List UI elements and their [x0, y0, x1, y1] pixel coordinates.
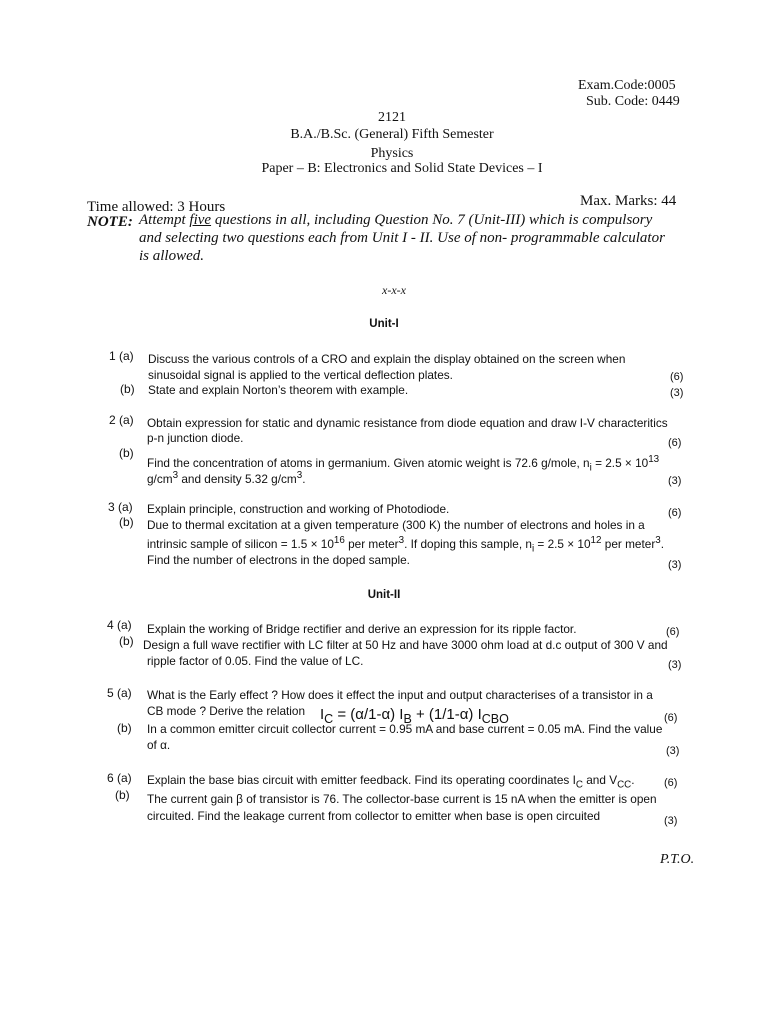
question-text: Find the number of electrons in the doped sample.	[147, 553, 410, 567]
text-fragment: per meter	[344, 536, 399, 551]
question-text: p-n junction diode.	[147, 431, 244, 445]
subscript: B	[403, 712, 412, 726]
text-fragment: and density 5.32 g/cm	[178, 471, 297, 486]
paper-code: 2121	[378, 110, 406, 125]
subscript: C	[575, 779, 583, 791]
note-line-2: and selecting two questions each from Unit I - II. Use of non- programmable calculator	[139, 230, 665, 246]
question-number: 4 (a)	[107, 618, 132, 632]
superscript: 3	[398, 535, 405, 546]
question-text: Design a full wave rectifier with LC filter at 50 Hz and have 3000 ohm load at d.c output of 300 V and	[143, 638, 668, 652]
unit-1-heading: Unit-I	[369, 318, 399, 330]
question-text: Explain principle, construction and working of Photodiode.	[147, 502, 450, 516]
text-fragment: + (1/1-α) I	[411, 706, 482, 723]
unit-2-heading: Unit-II	[367, 589, 401, 601]
question-text: CB mode ? Derive the relation	[147, 704, 306, 718]
question-number: (b)	[115, 788, 130, 802]
question-text: circuited. Find the leakage current from collector to emitter when base is open circuited	[147, 809, 601, 823]
question-number: (b)	[117, 721, 132, 735]
question-marks: (3)	[668, 559, 682, 571]
note-text: Attempt	[139, 212, 190, 228]
exam-code: Exam.Code:0005	[578, 78, 676, 93]
text-fragment: I	[320, 706, 325, 723]
superscript: 13	[648, 454, 660, 465]
question-text: Due to thermal excitation at a given temperature (300 K) the number of electrons and holes in a	[147, 518, 645, 532]
question-text: In a common emitter circuit collector current = 0.95 mA and base current = 0.05 mA. Find the value	[147, 722, 663, 736]
subscript: i	[531, 543, 535, 555]
question-number: (b)	[120, 382, 135, 396]
question-marks: (6)	[666, 626, 680, 638]
page-turn-note: P.T.O.	[660, 852, 695, 867]
text-fragment: g/cm	[147, 471, 173, 486]
question-text	[147, 535, 664, 554]
subject-title: Physics	[370, 146, 414, 161]
text-fragment: = 2.5 × 10	[534, 536, 591, 551]
text-fragment: .	[302, 471, 306, 486]
question-text: State and explain Norton’s theorem with example.	[148, 383, 409, 397]
note-line-1	[139, 212, 652, 229]
question-text: sinusoidal signal is applied to the vertical deflection plates.	[148, 368, 453, 382]
text-fragment: = (α/1-α) I	[333, 706, 404, 723]
text-fragment: and V	[582, 773, 618, 787]
note-text: questions in all, including Question No. 7 (Unit-III) which is compulsory	[211, 212, 653, 228]
question-number: 3 (a)	[108, 500, 133, 514]
question-text: Obtain expression for static and dynamic resistance from diode equation and draw I-V characteritics	[147, 416, 668, 430]
text-fragment: . If doping this sample, n	[404, 536, 532, 551]
question-marks: (3)	[664, 815, 678, 827]
question-text: Explain the working of Bridge rectifier and derive an expression for its ripple factor.	[147, 622, 577, 636]
question-text	[147, 773, 635, 790]
max-marks: Max. Marks: 44	[580, 193, 677, 209]
question-number: (b)	[119, 446, 134, 460]
question-marks: (6)	[668, 507, 682, 519]
separator: x-x-x	[382, 283, 406, 297]
text-fragment: per meter	[601, 536, 656, 551]
question-text	[147, 470, 306, 486]
note-emphasis: five	[189, 212, 212, 228]
note-line-3: is allowed.	[139, 248, 205, 264]
superscript: 3	[172, 470, 179, 481]
question-marks: (6)	[670, 371, 684, 383]
question-number: 1 (a)	[109, 349, 134, 363]
subscript: CBO	[481, 712, 509, 726]
subscript: CC	[617, 779, 632, 791]
text-fragment: .	[631, 773, 635, 787]
text-fragment: Find the concentration of atoms in germanium. Given atomic weight is 72.6 g/mole, n	[147, 455, 590, 470]
question-text: of α.	[147, 738, 171, 752]
question-marks: (6)	[664, 712, 678, 724]
superscript: 3	[296, 470, 303, 481]
question-marks: (6)	[668, 437, 682, 449]
question-text: ripple factor of 0.05. Find the value of LC.	[147, 654, 364, 668]
question-text: Discuss the various controls of a CRO and explain the display obtained on the screen when	[148, 352, 626, 366]
question-number: 2 (a)	[109, 413, 134, 427]
subscript: i	[589, 462, 592, 474]
question-marks: (3)	[668, 659, 682, 671]
question-number: 5 (a)	[107, 686, 132, 700]
text-fragment: = 2.5 × 10	[591, 455, 649, 470]
paper-title: Paper – B: Electronics and Solid State Devices – I	[261, 161, 543, 176]
question-marks: (3)	[670, 387, 684, 399]
question-number: 6 (a)	[107, 771, 132, 785]
question-text: The current gain β of transistor is 76. The collector-base current is 15 nA when the emitter is open	[147, 792, 657, 806]
time-allowed: Time allowed: 3 Hours	[87, 199, 226, 215]
note-label: NOTE:	[87, 214, 133, 230]
question-marks: (6)	[664, 777, 678, 789]
question-number: (b)	[119, 515, 134, 529]
superscript: 3	[655, 535, 661, 546]
subscript: C	[324, 712, 334, 726]
question-text: What is the Early effect ? How does it effect the input and output characterises of a transistor in a	[147, 688, 653, 702]
sub-code: Sub. Code: 0449	[586, 94, 680, 109]
question-marks: (3)	[666, 745, 680, 757]
program-title: B.A./B.Sc. (General) Fifth Semester	[290, 127, 494, 142]
text-fragment: intrinsic sample of silicon = 1.5 × 10	[147, 536, 334, 551]
question-marks: (3)	[668, 475, 682, 487]
text-fragment: Explain the base bias circuit with emitter feedback. Find its operating coordinates I	[147, 773, 576, 787]
question-number: (b)	[119, 634, 134, 648]
text-fragment: .	[660, 536, 664, 551]
superscript: 12	[590, 535, 602, 546]
superscript: 16	[333, 535, 345, 546]
